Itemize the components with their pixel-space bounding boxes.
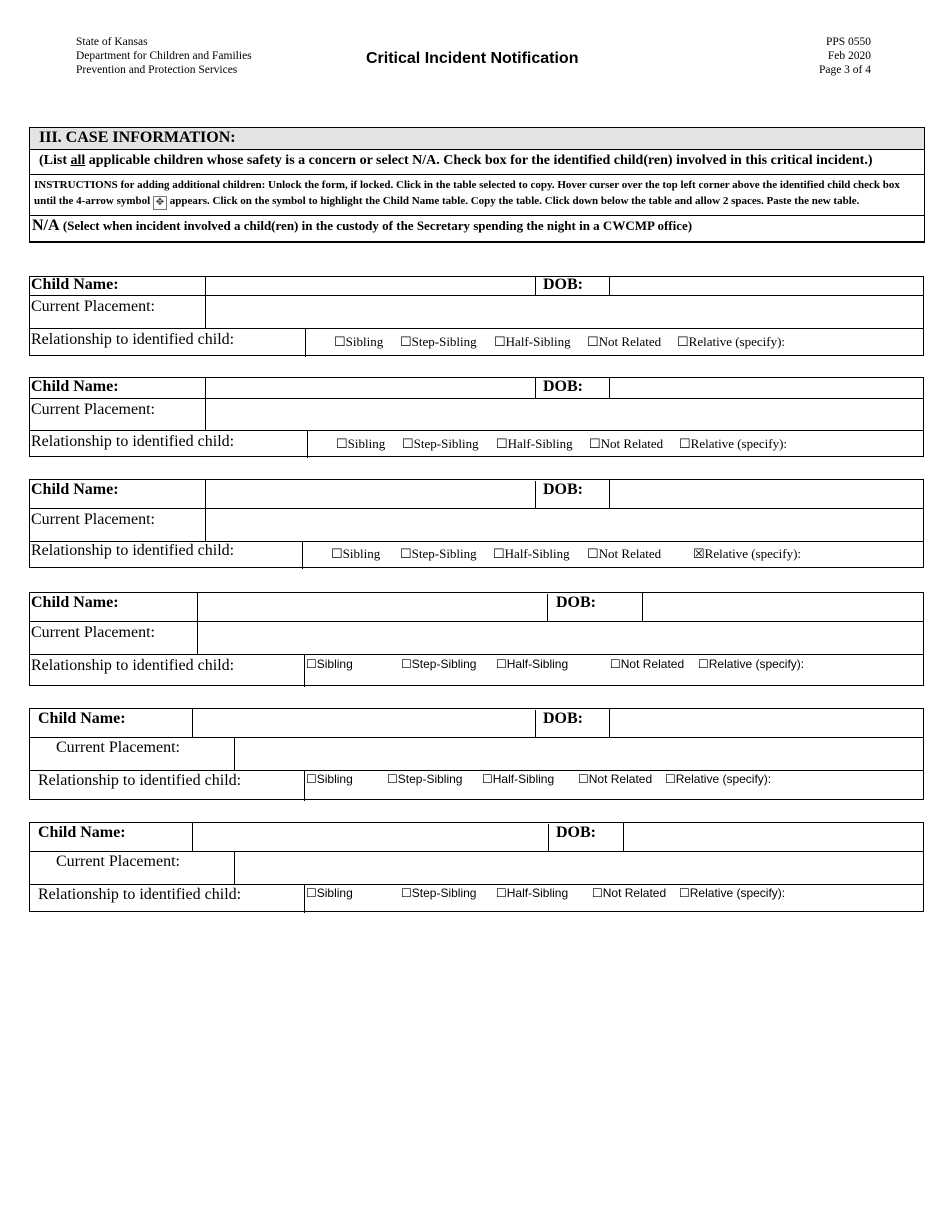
child-table <box>29 822 924 912</box>
agency-line: State of Kansas <box>76 36 148 48</box>
dob-label: DOB: <box>548 824 596 851</box>
child-name-label: Child Name: <box>38 710 126 727</box>
sibling-checkbox[interactable]: ☐Sibling <box>306 657 353 671</box>
form-meta <box>819 35 871 77</box>
na-description: (Select when incident involved a child(ren) in the custody of the Secretary spending the night in a CWCMP office) <box>59 218 693 233</box>
child-name-input[interactable] <box>205 277 535 296</box>
dob-label: DOB: <box>535 276 583 296</box>
agency-line: Prevention and Protection Services <box>76 64 238 76</box>
relationship-label: Relationship to identified child: <box>31 657 235 674</box>
list-instruction <box>30 150 924 175</box>
not-related-checkbox[interactable]: ☐Not Related <box>587 546 662 561</box>
placement-label: Current Placement: <box>56 739 180 756</box>
placement-input[interactable] <box>234 738 923 771</box>
child-name-input[interactable] <box>192 709 535 737</box>
relationship-row <box>30 328 923 357</box>
placement-input[interactable] <box>234 852 923 885</box>
child-name-label: Child Name: <box>38 824 126 841</box>
dob-label: DOB: <box>535 710 583 737</box>
relationship-row <box>30 884 923 913</box>
child-name-input[interactable] <box>197 593 547 621</box>
child-name-label: Child Name: <box>31 276 119 293</box>
dob-input[interactable] <box>642 593 923 621</box>
dob-label: DOB: <box>547 594 596 621</box>
page-number: Page 3 of 4 <box>818 64 871 76</box>
child-table <box>29 377 924 457</box>
dob-input[interactable] <box>623 823 923 851</box>
relationship-options <box>304 885 923 913</box>
step-sibling-checkbox[interactable]: ☐Step-Sibling <box>400 546 477 561</box>
dob-input[interactable] <box>609 277 923 296</box>
form-id: PPS 0550 <box>825 36 871 48</box>
relationship-label: Relationship to identified child: <box>31 331 235 348</box>
placement-row <box>30 295 923 329</box>
not-related-checkbox[interactable]: ☐Not Related <box>592 886 667 900</box>
step-sibling-checkbox[interactable]: ☐Step-Sibling <box>401 886 477 900</box>
relationship-options <box>307 431 923 458</box>
child-name-row <box>30 823 923 851</box>
placement-input[interactable] <box>205 296 923 329</box>
half-sibling-checkbox[interactable]: ☐Half-Sibling <box>496 657 569 671</box>
step-sibling-checkbox[interactable]: ☐Step-Sibling <box>387 772 463 786</box>
list-text: applicable children whose safety is a concern or select N/A. Check box for the identified child(ren) involved in this critical incident.) <box>85 153 873 168</box>
child-name-row <box>30 277 923 296</box>
sibling-checkbox[interactable]: ☐Sibling <box>306 772 353 786</box>
child-name-input[interactable] <box>205 378 535 398</box>
child-name-label: Child Name: <box>31 594 119 611</box>
not-related-checkbox[interactable]: ☐Not Related <box>610 657 685 671</box>
relationship-row <box>30 770 923 801</box>
relative-checkbox[interactable]: ☐Relative (specify): <box>698 657 805 671</box>
step-sibling-checkbox[interactable]: ☐Step-Sibling <box>401 657 477 671</box>
relationship-row <box>30 430 923 458</box>
list-emphasis: all <box>70 153 86 168</box>
placement-label: Current Placement: <box>31 401 155 418</box>
relationship-row <box>30 654 923 687</box>
child-table <box>29 708 924 800</box>
half-sibling-checkbox[interactable]: ☐Half-Sibling <box>493 546 570 561</box>
child-name-input[interactable] <box>205 480 535 508</box>
child-name-label: Child Name: <box>31 378 119 395</box>
not-related-checkbox[interactable]: ☐Not Related <box>587 334 662 349</box>
relationship-label: Relationship to identified child: <box>38 772 242 789</box>
sibling-checkbox[interactable]: ☐Sibling <box>306 886 353 900</box>
sibling-checkbox[interactable]: ☐Sibling <box>331 546 381 561</box>
child-name-label: Child Name: <box>31 481 119 498</box>
relationship-options <box>305 329 923 357</box>
placement-row <box>30 621 923 655</box>
half-sibling-checkbox[interactable]: ☐Half-Sibling <box>482 772 555 786</box>
child-table <box>29 276 924 356</box>
na-label: N/A <box>32 217 60 234</box>
instructions-text: appears. Click on the symbol to highlight the Child Name table. Copy the table. Click down below the table and allow 2 spaces. Paste the new table. <box>166 195 860 207</box>
dob-label: DOB: <box>535 378 583 398</box>
dob-label: DOB: <box>535 481 583 508</box>
section-heading: III. CASE INFORMATION: <box>30 128 924 150</box>
relative-checkbox[interactable]: ☐Relative (specify): <box>665 772 772 786</box>
placement-row <box>30 737 923 771</box>
child-name-row <box>30 709 923 737</box>
relative-checkbox[interactable]: ☐Relative (specify): <box>677 334 786 349</box>
child-table <box>29 592 924 686</box>
not-related-checkbox[interactable]: ☐Not Related <box>589 436 664 451</box>
relationship-options <box>302 542 923 569</box>
case-information-section <box>29 127 925 243</box>
child-name-input[interactable] <box>192 823 548 851</box>
half-sibling-checkbox[interactable]: ☐Half-Sibling <box>496 436 573 451</box>
move-arrows-icon: ✥ <box>153 196 167 210</box>
agency-line: Department for Children and Families <box>76 50 252 62</box>
placement-label: Current Placement: <box>31 624 155 641</box>
dob-input[interactable] <box>609 709 923 737</box>
relationship-label: Relationship to identified child: <box>31 542 235 559</box>
placement-input[interactable] <box>205 509 923 542</box>
step-sibling-checkbox[interactable]: ☐Step-Sibling <box>402 436 479 451</box>
placement-label: Current Placement: <box>31 298 155 315</box>
page-title: Critical Incident Notification <box>366 50 579 67</box>
half-sibling-checkbox[interactable]: ☐Half-Sibling <box>494 334 571 349</box>
child-table <box>29 479 924 568</box>
relationship-options <box>304 771 923 801</box>
relationship-options <box>304 655 923 687</box>
dob-input[interactable] <box>609 480 923 508</box>
placement-row <box>30 851 923 885</box>
child-name-row <box>30 378 923 398</box>
instructions-text: INSTRUCTIONS for adding additional children: Unlock the form, if locked. Click in the table selected to copy. Hover curser over the top left corner above the identified child check box until the 4-arrow symbol <box>34 179 900 207</box>
child-name-row <box>30 593 923 621</box>
na-option[interactable] <box>30 216 924 241</box>
placement-input[interactable] <box>205 399 923 431</box>
not-related-checkbox[interactable]: ☐Not Related <box>578 772 653 786</box>
placement-row <box>30 508 923 542</box>
sibling-checkbox[interactable]: ☐Sibling <box>334 334 384 349</box>
step-sibling-checkbox[interactable]: ☐Step-Sibling <box>400 334 477 349</box>
placement-label: Current Placement: <box>31 511 155 528</box>
list-text: (List <box>39 153 71 168</box>
half-sibling-checkbox[interactable]: ☐Half-Sibling <box>496 886 569 900</box>
placement-row <box>30 398 923 431</box>
relationship-label: Relationship to identified child: <box>31 433 235 450</box>
add-children-instructions <box>30 175 924 216</box>
relative-checkbox[interactable]: ☒Relative (specify): <box>693 546 802 561</box>
form-date: Feb 2020 <box>827 50 871 62</box>
relationship-label: Relationship to identified child: <box>38 886 242 903</box>
placement-input[interactable] <box>197 622 923 655</box>
relationship-row <box>30 541 923 569</box>
dob-input[interactable] <box>609 378 923 398</box>
agency-block <box>76 35 252 77</box>
sibling-checkbox[interactable]: ☐Sibling <box>336 436 386 451</box>
relative-checkbox[interactable]: ☐Relative (specify): <box>679 436 788 451</box>
relative-checkbox[interactable]: ☐Relative (specify): <box>679 886 786 900</box>
child-name-row <box>30 480 923 508</box>
placement-label: Current Placement: <box>56 853 180 870</box>
